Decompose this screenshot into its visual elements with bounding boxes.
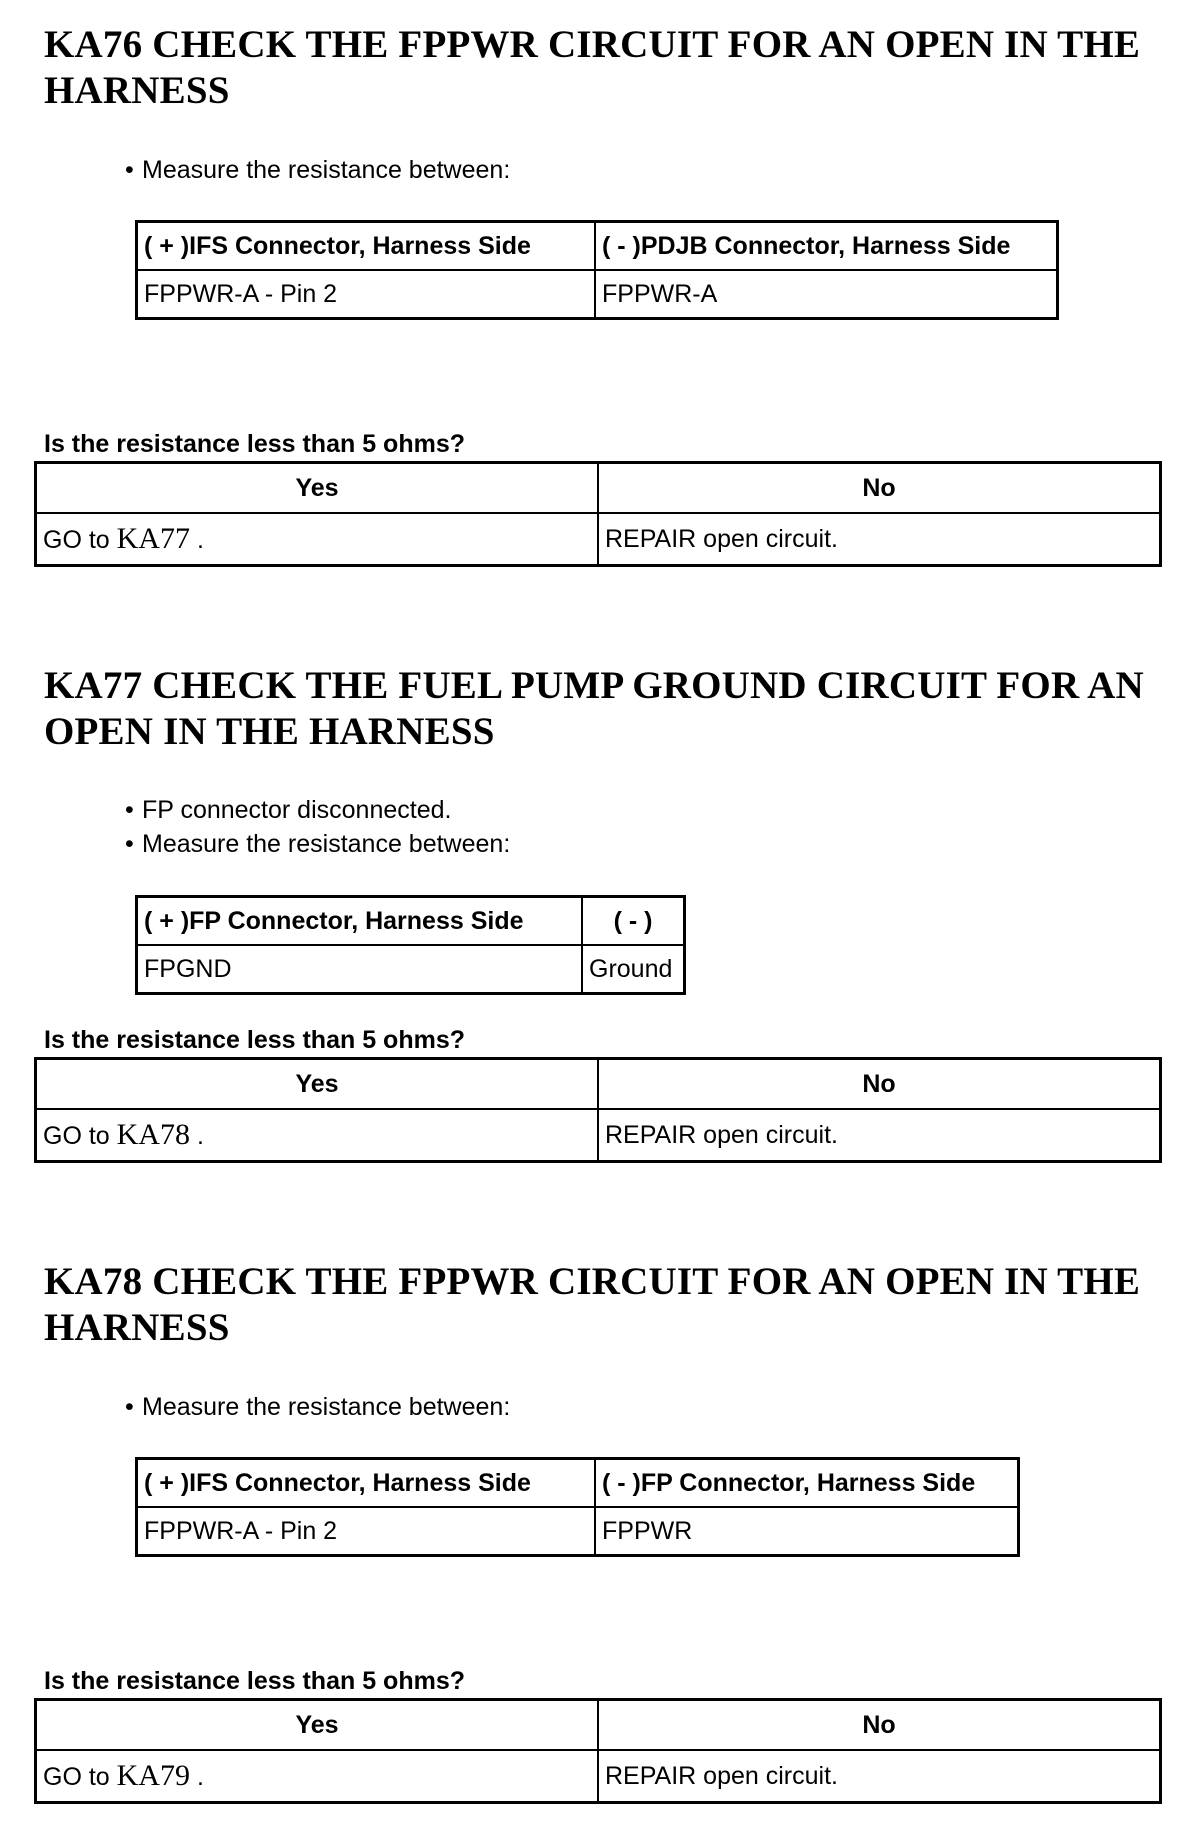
no-header: No [598, 463, 1161, 514]
section-title-ka78: KA78 CHECK THE FPPWR CIRCUIT FOR AN OPEN IN THE HARNESS [44, 1260, 1141, 1349]
go-to-suffix: . [196, 1763, 204, 1791]
table-header-row [137, 222, 1058, 271]
table-cell: FPPWR [595, 1507, 1019, 1556]
table-header-row [36, 463, 1161, 514]
column-header: ( + )IFS Connector, Harness Side [137, 1459, 596, 1508]
table-row [137, 270, 1058, 319]
go-to-suffix: . [196, 526, 204, 554]
column-header: ( + )FP Connector, Harness Side [137, 897, 583, 946]
yes-cell [36, 513, 599, 566]
bullet-item: • Measure the resistance between: [125, 827, 510, 861]
result-table [34, 1698, 1162, 1804]
table-header-row [137, 1459, 1019, 1508]
no-header: No [598, 1059, 1161, 1110]
section-title-ka77: KA77 CHECK THE FUEL PUMP GROUND CIRCUIT FOR AN OPEN IN THE HARNESS [44, 664, 1144, 753]
question-text: Is the resistance less than 5 ohms? [44, 430, 465, 458]
table-cell: FPPWR-A - Pin 2 [137, 1507, 596, 1556]
result-table [34, 461, 1162, 567]
table-row [36, 1109, 1161, 1162]
no-header: No [598, 1700, 1161, 1751]
measure-table [135, 220, 1059, 320]
column-header: ( - ) [582, 897, 685, 946]
go-to-prefix: GO to [43, 1122, 110, 1150]
column-header: ( - )FP Connector, Harness Side [595, 1459, 1019, 1508]
table-cell: FPPWR-A - Pin 2 [137, 270, 596, 319]
column-header: ( - )PDJB Connector, Harness Side [595, 222, 1058, 271]
ka77-link[interactable]: KA77 [116, 522, 190, 555]
question-text: Is the resistance less than 5 ohms? [44, 1026, 465, 1054]
measure-table [135, 895, 686, 995]
measure-table [135, 1457, 1020, 1557]
column-header: ( + )IFS Connector, Harness Side [137, 222, 596, 271]
table-header-row [36, 1700, 1161, 1751]
table-row [137, 945, 685, 994]
no-cell: REPAIR open circuit. [598, 1109, 1161, 1162]
bullet-list [125, 153, 510, 187]
table-row [36, 513, 1161, 566]
bullet-item: • Measure the resistance between: [125, 1390, 510, 1424]
bullet-item: • Measure the resistance between: [125, 153, 510, 187]
bullet-list [125, 1390, 510, 1424]
go-to-prefix: GO to [43, 1763, 110, 1791]
table-cell: FPGND [137, 945, 583, 994]
table-cell: Ground [582, 945, 685, 994]
section-title-ka76: KA76 CHECK THE FPPWR CIRCUIT FOR AN OPEN IN THE HARNESS [44, 23, 1141, 112]
no-cell: REPAIR open circuit. [598, 1750, 1161, 1803]
yes-header: Yes [36, 1700, 599, 1751]
yes-cell [36, 1750, 599, 1803]
ka79-link[interactable]: KA79 [116, 1759, 190, 1792]
yes-header: Yes [36, 1059, 599, 1110]
result-table [34, 1057, 1162, 1163]
go-to-suffix: . [196, 1122, 204, 1150]
table-row [137, 1507, 1019, 1556]
ka78-link[interactable]: KA78 [116, 1118, 190, 1151]
bullet-item: • FP connector disconnected. [125, 793, 510, 827]
table-cell: FPPWR-A [595, 270, 1058, 319]
question-text: Is the resistance less than 5 ohms? [44, 1667, 465, 1695]
yes-header: Yes [36, 463, 599, 514]
table-header-row [36, 1059, 1161, 1110]
bullet-list [125, 793, 510, 861]
yes-cell [36, 1109, 599, 1162]
no-cell: REPAIR open circuit. [598, 513, 1161, 566]
table-header-row [137, 897, 685, 946]
table-row [36, 1750, 1161, 1803]
go-to-prefix: GO to [43, 526, 110, 554]
